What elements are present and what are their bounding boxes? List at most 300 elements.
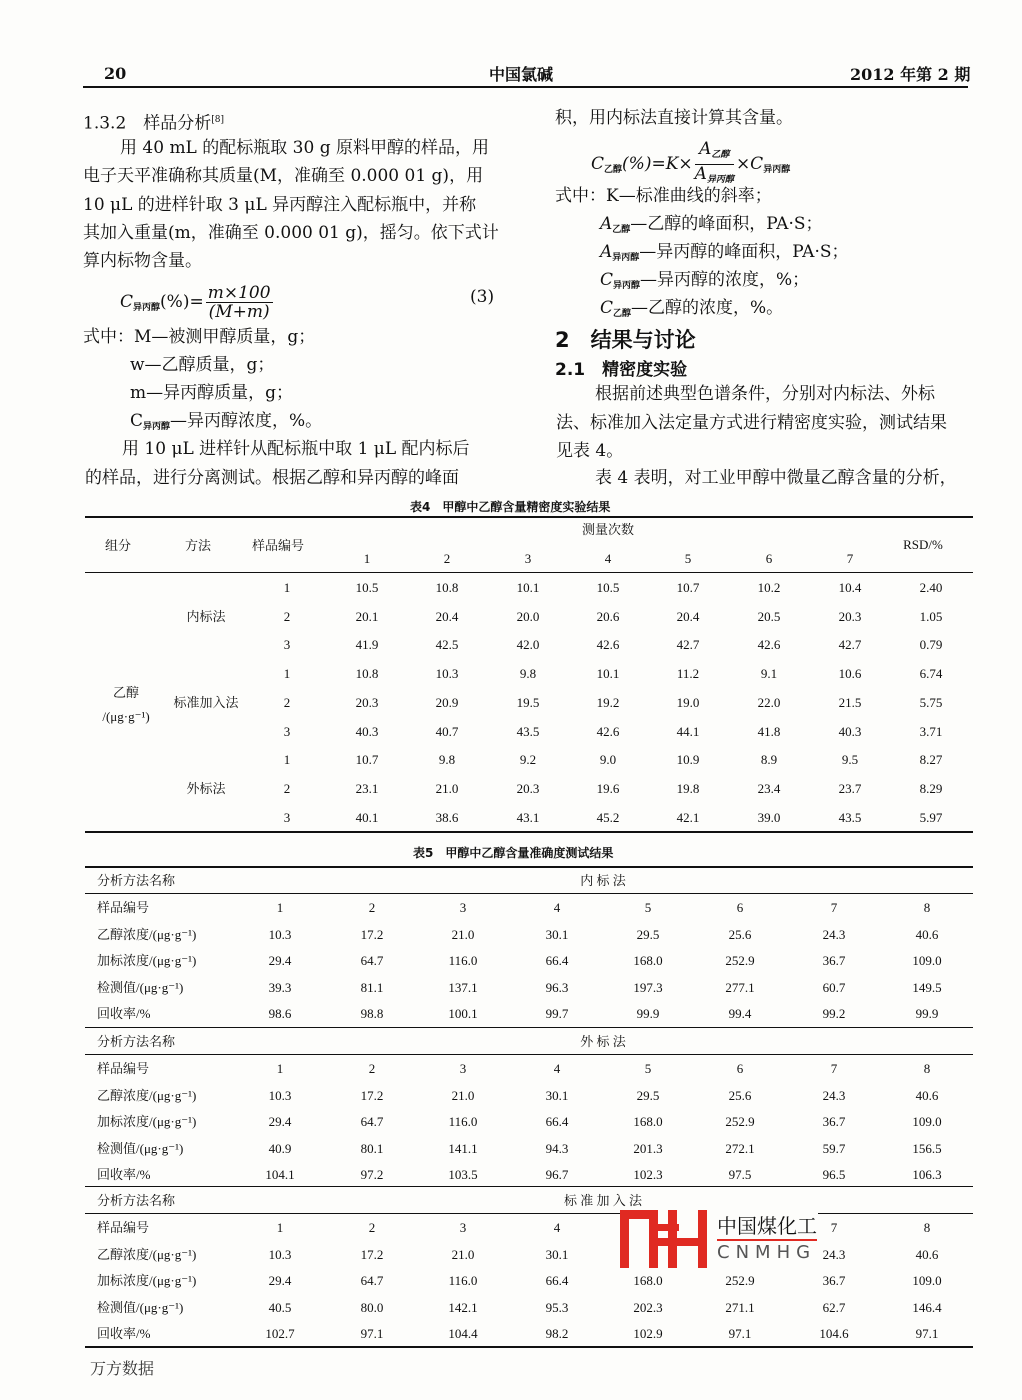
where-item: m—异丙醇质量，g； (130, 383, 294, 403)
table-value: 8 (923, 1220, 931, 1235)
table-value: 10.3 (268, 926, 292, 942)
table5-rule (85, 1186, 973, 1187)
header-run: 1 (363, 551, 371, 566)
measurement-value: 39.0 (757, 809, 781, 825)
table-value: 10.3 (268, 1246, 292, 1262)
table-value: 98.6 (268, 1006, 292, 1022)
rsd-value: 3.71 (919, 723, 943, 739)
table-value: 100.1 (448, 1006, 478, 1022)
table-value: 21.0 (451, 1246, 475, 1262)
table-value: 97.2 (360, 1167, 384, 1183)
table-value: 137.1 (448, 979, 478, 995)
den-symbol: A (694, 164, 707, 184)
formula-fraction (206, 284, 273, 321)
measurement-value: 20.6 (596, 608, 620, 624)
table-value: 252.9 (725, 953, 755, 969)
table-value: 40.6 (915, 1087, 939, 1103)
table-value: 94.3 (545, 1140, 569, 1156)
table-value: 99.7 (545, 1006, 569, 1022)
numerator: m×100 (207, 283, 271, 303)
where-item: 式中：M—被测甲醇质量，g； (83, 327, 316, 347)
table5-rule (85, 1027, 973, 1028)
measurement-value: 11.2 (676, 666, 700, 682)
paragraph-line: 法、标准加入法定量方式进行精密度实验，测试结果 (556, 412, 947, 433)
measurement-value: 10.3 (435, 666, 459, 682)
measurement-value: 42.5 (435, 637, 459, 653)
footer-source: 万方数据 (90, 1359, 155, 1378)
citation-ref[interactable]: [8] (211, 115, 225, 125)
table-value: 197.3 (633, 979, 663, 995)
formula-subscript: 异丙醇 (133, 303, 161, 313)
where-item (600, 241, 849, 269)
table-value: 99.9 (915, 1006, 939, 1022)
table-value: 1 (276, 900, 284, 915)
method-name: 内 标 法 (580, 873, 626, 888)
measurement-value: 21.0 (435, 780, 459, 796)
measurement-value: 45.2 (596, 809, 620, 825)
paragraph-line: 根据前述典型色谱条件，分别对内标法、外标 (595, 384, 935, 404)
formula-symbol: C (591, 154, 605, 174)
measurement-value: 42.6 (596, 637, 620, 653)
den-sub: 异丙醇 (706, 175, 734, 185)
rsd-value: 8.29 (919, 780, 943, 796)
header-run: 7 (846, 551, 854, 566)
table5-rule (85, 1054, 973, 1055)
subscript: 异丙醇 (143, 422, 171, 432)
table-value: 7 (830, 1220, 838, 1235)
table-value: 8 (923, 1061, 931, 1076)
sample-id: 2 (283, 694, 291, 710)
measurement-value: 42.1 (676, 809, 700, 825)
row-label: 检测值/(μg·g⁻¹) (97, 979, 184, 995)
rsd-value: 5.97 (919, 809, 943, 825)
measurement-value: 10.5 (596, 580, 620, 595)
measurement-value: 40.3 (355, 723, 379, 739)
measurement-value: 38.6 (435, 809, 459, 825)
cnmhg-logo-icon (620, 1210, 710, 1268)
paragraph-line: 其加入重量(m，准确至 0.000 01 g)，摇匀。依下式计 (83, 222, 499, 243)
symbol: C (600, 270, 614, 290)
sample-id: 1 (283, 752, 291, 768)
measurement-value: 42.7 (838, 637, 862, 653)
table5-rule (85, 893, 973, 894)
method-name: 外 标 法 (580, 1034, 626, 1049)
numerator (695, 140, 734, 165)
table-value: 201.3 (633, 1140, 663, 1156)
where-item (130, 410, 322, 438)
measurement-value: 22.0 (757, 694, 781, 710)
table-value: 39.3 (268, 979, 292, 995)
measurement-value: 43.5 (516, 723, 540, 739)
measurement-value: 10.2 (757, 580, 781, 595)
measurement-value: 20.0 (516, 608, 540, 624)
where-item: w—乙醇质量，g； (130, 355, 275, 375)
table-value: 142.1 (448, 1299, 478, 1315)
table-value: 5 (644, 900, 652, 915)
sample-id: 3 (283, 809, 291, 825)
measurement-value: 20.9 (435, 694, 459, 710)
table-value: 64.7 (360, 1273, 384, 1289)
definition: —乙醇的浓度，%。 (631, 298, 784, 318)
table-value: 102.9 (633, 1326, 663, 1342)
measurement-value: 23.7 (838, 780, 862, 796)
table-value: 29.4 (268, 953, 292, 969)
table-value: 168.0 (633, 953, 663, 969)
row-label: 加标浓度/(μg·g⁻¹) (97, 1114, 197, 1130)
table-value: 277.1 (725, 979, 755, 995)
component-unit: /(μg·g⁻¹) (102, 709, 150, 724)
sample-id: 2 (283, 608, 291, 624)
table4-caption: 表4 甲醇中乙醇含量精密度实验结果 (410, 500, 611, 514)
table-value: 1 (276, 1220, 284, 1235)
rsd-value: 1.05 (919, 608, 943, 624)
table4-bottom-rule (85, 831, 973, 833)
table-value: 29.5 (636, 926, 660, 942)
table-value: 102.7 (265, 1326, 295, 1342)
definition: —乙醇的峰面积，PA·S； (630, 214, 823, 234)
measurement-value: 42.6 (596, 723, 620, 739)
sample-id: 3 (283, 723, 291, 739)
table-value: 30.1 (545, 1246, 569, 1262)
table-value: 29.5 (636, 1087, 660, 1103)
definition: —异丙醇的峰面积，PA·S； (639, 242, 849, 262)
table-value: 99.4 (728, 1006, 752, 1022)
table-value: 10.3 (268, 1087, 292, 1103)
table-value: 99.9 (636, 1006, 660, 1022)
table-value: 60.7 (822, 979, 846, 995)
table-value: 2 (368, 1061, 376, 1076)
table-value: 66.4 (545, 953, 569, 969)
measurement-value: 41.8 (757, 723, 781, 739)
measurement-value: 41.9 (355, 637, 379, 653)
table-value: 59.7 (822, 1140, 846, 1156)
measurement-value: 10.9 (676, 752, 700, 768)
watermark-latin: CNMHG (717, 1242, 817, 1263)
table-value: 80.0 (360, 1299, 384, 1315)
formula-symbol: C (120, 292, 134, 312)
row-label: 加标浓度/(μg·g⁻¹) (97, 1273, 197, 1289)
table-value: 96.3 (545, 979, 569, 995)
symbol: A (600, 214, 613, 234)
measurement-value: 40.3 (838, 723, 862, 739)
rsd-value: 0.79 (919, 637, 943, 653)
symbol: A (600, 242, 613, 262)
paragraph-line: 10 μL 的进样针取 3 μL 异丙醇注入配标瓶中，并称 (83, 194, 477, 215)
table-value: 2 (368, 1220, 376, 1235)
measurement-value: 44.1 (676, 723, 700, 739)
row-label: 样品编号 (97, 900, 150, 915)
header-rule (83, 86, 968, 88)
right-paragraph-0: 积，用内标法直接计算其含量。 (555, 108, 793, 128)
table-value: 116.0 (448, 953, 478, 969)
header-rsd: RSD/% (903, 537, 943, 552)
table-value: 97.1 (728, 1326, 752, 1342)
row-label: 检测值/(μg·g⁻¹) (97, 1299, 184, 1315)
where-item (600, 269, 809, 297)
measurement-value: 19.2 (596, 694, 620, 710)
measurement-value: 20.5 (757, 608, 781, 624)
table-value: 116.0 (448, 1114, 478, 1130)
table-value: 1 (276, 1061, 284, 1076)
equation-number: (3) (470, 287, 495, 307)
table-value: 40.5 (268, 1299, 292, 1315)
where-item (600, 297, 783, 325)
table-value: 3 (459, 1220, 467, 1235)
measurement-value: 10.1 (596, 666, 620, 682)
method-name: 标 准 加 入 法 (563, 1193, 643, 1208)
measurement-value: 42.7 (676, 637, 700, 653)
table-value: 8 (923, 900, 931, 915)
table-value: 98.8 (360, 1006, 384, 1022)
method-name: 外标法 (186, 780, 226, 796)
section-heading (83, 109, 224, 135)
subscript: 乙醇 (612, 225, 631, 235)
table-value: 21.0 (451, 926, 475, 942)
table-value: 3 (459, 900, 467, 915)
measurement-value: 20.3 (355, 694, 379, 710)
method-name: 标准加入法 (173, 694, 239, 710)
table-value: 109.0 (912, 1273, 942, 1289)
table-value: 95.3 (545, 1299, 569, 1315)
sample-id: 3 (283, 637, 291, 653)
measurement-value: 42.0 (516, 637, 540, 653)
row-label: 加标浓度/(μg·g⁻¹) (97, 953, 197, 969)
measurement-value: 19.5 (516, 694, 540, 710)
table-value: 6 (736, 900, 744, 915)
paragraph-line: 用 40 mL 的配标瓶取 30 g 原料甲醇的样品，用 (120, 138, 489, 158)
table-value: 96.7 (545, 1167, 569, 1183)
where-item (600, 213, 823, 241)
measurement-value: 40.1 (355, 809, 379, 825)
measurement-value: 43.1 (516, 809, 540, 825)
header-run: 2 (443, 551, 451, 566)
table-value: 24.3 (822, 926, 846, 942)
table-value: 202.3 (633, 1299, 663, 1315)
measurement-value: 19.6 (596, 780, 620, 796)
subscript: 异丙醇 (613, 281, 641, 291)
rsd-value: 5.75 (919, 694, 943, 710)
paragraph-line: 算内标物含量。 (83, 251, 202, 272)
header-run: 4 (604, 551, 612, 566)
formula-3 (120, 284, 275, 321)
measurement-value: 9.8 (438, 752, 456, 768)
formula-content (591, 140, 790, 189)
measurement-value: 10.7 (355, 752, 379, 768)
paragraph-line: 用 10 μL 进样针从配标瓶中取 1 μL 配内标后 (122, 439, 470, 459)
sample-id: 1 (283, 666, 291, 682)
table-value: 40.6 (915, 1246, 939, 1262)
table4-top-rule (85, 516, 973, 518)
measurement-value: 10.1 (516, 580, 540, 595)
table-value: 146.4 (912, 1299, 942, 1315)
header-run: 3 (524, 551, 532, 566)
measurement-value: 9.8 (519, 666, 537, 682)
measurement-value: 43.5 (838, 809, 862, 825)
table-value: 98.2 (545, 1326, 569, 1342)
row-label: 乙醇浓度/(μg·g⁻¹) (97, 1246, 197, 1262)
num-sub: 乙醇 (711, 150, 730, 160)
row-label: 回收率/% (97, 1326, 151, 1342)
table-value: 24.3 (822, 1087, 846, 1103)
table-value: 4 (553, 900, 561, 915)
header-sample: 样品编号 (251, 538, 305, 553)
num-symbol: A (699, 139, 712, 159)
measurement-value: 9.0 (599, 752, 617, 768)
table-value: 96.5 (822, 1167, 846, 1183)
header-run: 6 (765, 551, 773, 566)
table-value: 64.7 (360, 1114, 384, 1130)
table-value: 104.6 (819, 1326, 849, 1342)
table5-rule (85, 866, 973, 868)
row-label: 回收率/% (97, 1167, 151, 1183)
table-value: 40.6 (915, 926, 939, 942)
measurement-value: 10.4 (838, 580, 862, 595)
table-value: 102.3 (633, 1167, 663, 1183)
subscript: 异丙醇 (612, 253, 640, 263)
table-value: 271.1 (725, 1299, 755, 1315)
table-value: 80.1 (360, 1140, 384, 1156)
table-value: 24.3 (822, 1246, 846, 1262)
table-value: 149.5 (912, 979, 942, 995)
where-intro: 式中：K—标准曲线的斜率； (555, 186, 772, 206)
table-value: 66.4 (545, 1114, 569, 1130)
section-2-heading: 2 结果与讨论 (555, 328, 696, 352)
table-value: 4 (553, 1061, 561, 1076)
measurement-value: 19.0 (676, 694, 700, 710)
table5-bottom-rule (85, 1346, 973, 1348)
table-value: 17.2 (360, 926, 384, 942)
table-value: 97.1 (360, 1326, 384, 1342)
measurement-value: 9.1 (760, 666, 778, 682)
section-2-1-heading: 2.1 精密度实验 (555, 360, 688, 380)
table-value: 272.1 (725, 1140, 755, 1156)
measurement-value: 20.4 (435, 608, 459, 624)
measurement-value: 40.7 (435, 723, 459, 739)
table-value: 168.0 (633, 1114, 663, 1130)
method-label: 分析方法名称 (97, 1193, 176, 1208)
measurement-value: 21.5 (838, 694, 862, 710)
watermark-logo (620, 1210, 818, 1268)
table-value: 156.5 (912, 1140, 942, 1156)
method-label: 分析方法名称 (97, 873, 176, 888)
measurement-value: 8.9 (760, 752, 778, 768)
symbol: C (130, 411, 144, 431)
table-value: 252.9 (725, 1273, 755, 1289)
row-label: 样品编号 (97, 1220, 150, 1235)
row-label: 检测值/(μg·g⁻¹) (97, 1140, 184, 1156)
method-label: 分析方法名称 (97, 1034, 176, 1049)
measurement-value: 10.8 (355, 666, 379, 682)
formula-tail-sub: 异丙醇 (763, 165, 791, 175)
measurement-value: 10.8 (435, 580, 459, 595)
table-value: 17.2 (360, 1246, 384, 1262)
right-paragraph-2: 表 4 表明，对工业甲醇中微量乙醇含量的分析， (595, 468, 957, 488)
measurement-value: 10.7 (676, 580, 700, 595)
table-value: 7 (830, 1061, 838, 1076)
table-value: 3 (459, 1061, 467, 1076)
table-value: 4 (553, 1220, 561, 1235)
table-value: 29.4 (268, 1114, 292, 1130)
formula-text: (%)= (160, 292, 204, 312)
row-label: 样品编号 (97, 1061, 150, 1076)
sample-id: 2 (283, 780, 291, 796)
formula-text: (%)=K× (622, 154, 693, 174)
table-value: 36.7 (822, 1273, 846, 1289)
table-value: 106.3 (912, 1167, 942, 1183)
table-value: 62.7 (822, 1299, 846, 1315)
table-value: 36.7 (822, 953, 846, 969)
table-value: 40.9 (268, 1140, 292, 1156)
measurement-value: 9.5 (841, 752, 859, 768)
rsd-value: 2.40 (919, 580, 943, 595)
formula-fraction (695, 140, 734, 189)
row-label: 回收率/% (97, 1006, 151, 1022)
measurement-value: 20.3 (838, 608, 862, 624)
table-value: 66.4 (545, 1273, 569, 1289)
measurement-value: 10.6 (838, 666, 862, 682)
symbol: C (600, 298, 614, 318)
table5-rule (85, 1213, 973, 1214)
table-value: 30.1 (545, 1087, 569, 1103)
paragraph-line: 的样品，进行分离测试。根据乙醇和异丙醇的峰面 (85, 467, 459, 488)
measurement-value: 23.1 (355, 780, 379, 796)
denominator: (M+m) (208, 302, 270, 322)
table-value: 6 (736, 1061, 744, 1076)
table-value: 25.6 (728, 926, 752, 942)
table-value: 5 (644, 1061, 652, 1076)
component-name: 乙醇 (112, 685, 140, 700)
table-value: 109.0 (912, 1114, 942, 1130)
table-value: 7 (830, 900, 838, 915)
measurement-value: 20.3 (516, 780, 540, 796)
paragraph-line: 见表 4。 (556, 441, 624, 461)
table-value: 168.0 (633, 1273, 663, 1289)
table-value: 99.2 (822, 1006, 846, 1022)
table-value: 64.7 (360, 953, 384, 969)
section-heading-text: 1.3.2 样品分析 (83, 113, 212, 134)
table-value: 21.0 (451, 1087, 475, 1103)
table-value: 25.6 (728, 1087, 752, 1103)
table-value: 104.4 (448, 1326, 478, 1342)
measurement-value: 19.8 (676, 780, 700, 796)
table-value: 104.1 (265, 1167, 295, 1183)
sample-id: 1 (283, 580, 291, 595)
formula-tail: ×C (735, 154, 764, 174)
header-run: 5 (684, 551, 692, 566)
table-value: 109.0 (912, 953, 942, 969)
watermark-name: 中国煤化工 (717, 1210, 817, 1241)
table-value: 103.5 (448, 1167, 478, 1183)
header-method: 方法 (184, 538, 212, 553)
table-value: 97.5 (728, 1167, 752, 1183)
table5-caption: 表5 甲醇中乙醇含量准确度测试结果 (413, 846, 614, 860)
measurement-value: 9.2 (519, 752, 537, 768)
measurement-value: 20.4 (676, 608, 700, 624)
journal-name: 中国氯碱 (489, 65, 554, 84)
table-value: 30.1 (545, 926, 569, 942)
subscript: 乙醇 (613, 309, 632, 319)
measurement-value: 42.6 (757, 637, 781, 653)
table-value: 17.2 (360, 1087, 384, 1103)
header-times: 测量次数 (581, 522, 635, 537)
method-name: 内标法 (186, 608, 226, 624)
measurement-value: 10.5 (355, 580, 379, 595)
definition: —异丙醇的浓度，%； (640, 270, 810, 290)
issue-label: 2012 年第 2 期 (850, 65, 971, 84)
measurement-value: 23.4 (757, 780, 781, 796)
formula-subscript: 乙醇 (604, 165, 623, 175)
paragraph-line: 电子天平准确称其质量(M，准确至 0.000 01 g)，用 (83, 166, 484, 187)
